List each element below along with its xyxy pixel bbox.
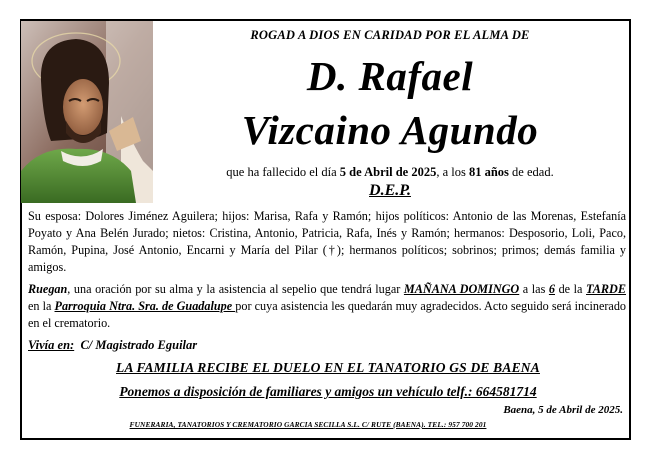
death-statement	[168, 165, 612, 180]
residence-label: Vivía en:	[28, 338, 75, 352]
prayer-header: ROGAD A DIOS EN CARIDAD POR EL ALMA DE	[250, 28, 530, 42]
ruegan-text-3: de la	[555, 282, 587, 296]
place-date: Baena, 5 de Abril de 2025.	[503, 404, 623, 416]
funeral-place: Parroquia Ntra. Sra. de Guadalupe	[54, 299, 236, 313]
ruegan-text-4: en la	[28, 299, 55, 313]
dep-abbreviation: D.E.P.	[369, 182, 411, 199]
death-age: 81 años	[468, 165, 509, 179]
ruegan-text-1: , una oración por su alma y la asistencia al sepelio que tendrá lugar	[67, 282, 404, 296]
death-prefix: que ha fallecido el día	[226, 165, 340, 179]
funeral-home-footer: FUNERARIA, TANATORIOS Y CREMATORIO GARCIA SECILLA S.L. C/ RUTE (BAENA). TEL.: 957 700 201	[129, 420, 487, 429]
funeral-period: TARDE	[586, 282, 626, 296]
family-list: Su esposa: Dolores Jiménez Aguilera; hijos: Marisa, Rafa y Ramón; hijos políticos: Antonio de las Morenas, Estefanía Poyato y Ana Belén Jurado; nietos: Cristina, Antonio, Patricia, Rafa, Inés y Ramón; hermanos: Desposorio, Loli, Paco, Ramón, Pupina, José Antonio, Encarni y María del Pilar (†); hermanos políticos; sobrinos; primos; demás familia y amigos.	[28, 209, 626, 274]
ruegan-text-5: por cuya asistencia les quedarán muy agradecidos. Acto seguido será incinerado en el crematorio.	[28, 299, 627, 330]
vehicle-notice: Ponemos a disposición de familiares y amigos un vehículo telf.: 664581714	[119, 384, 537, 399]
ruegan-text-2: a las	[519, 282, 549, 296]
death-suffix: de edad.	[508, 165, 554, 179]
deceased-name-line1: D. Rafael	[306, 53, 474, 99]
funeral-invitation	[28, 281, 626, 332]
death-middle: , a los	[436, 165, 469, 179]
ruegan-lead: Ruegan	[28, 282, 68, 296]
residence-address: C/ Magistrado Eguilar	[80, 338, 198, 352]
religious-portrait-image	[21, 21, 153, 203]
funeral-hour: 6	[548, 282, 555, 296]
funeral-day: MAÑANA DOMINGO	[403, 282, 520, 296]
death-date: 5 de Abril de 2025	[339, 165, 437, 179]
portrait-illustration	[21, 21, 153, 203]
residence-line	[28, 338, 197, 353]
deceased-name-line2: Vizcaino Agundo	[241, 107, 539, 153]
condolence-notice: LA FAMILIA RECIBE EL DUELO EN EL TANATORIO GS DE BAENA	[116, 360, 540, 375]
